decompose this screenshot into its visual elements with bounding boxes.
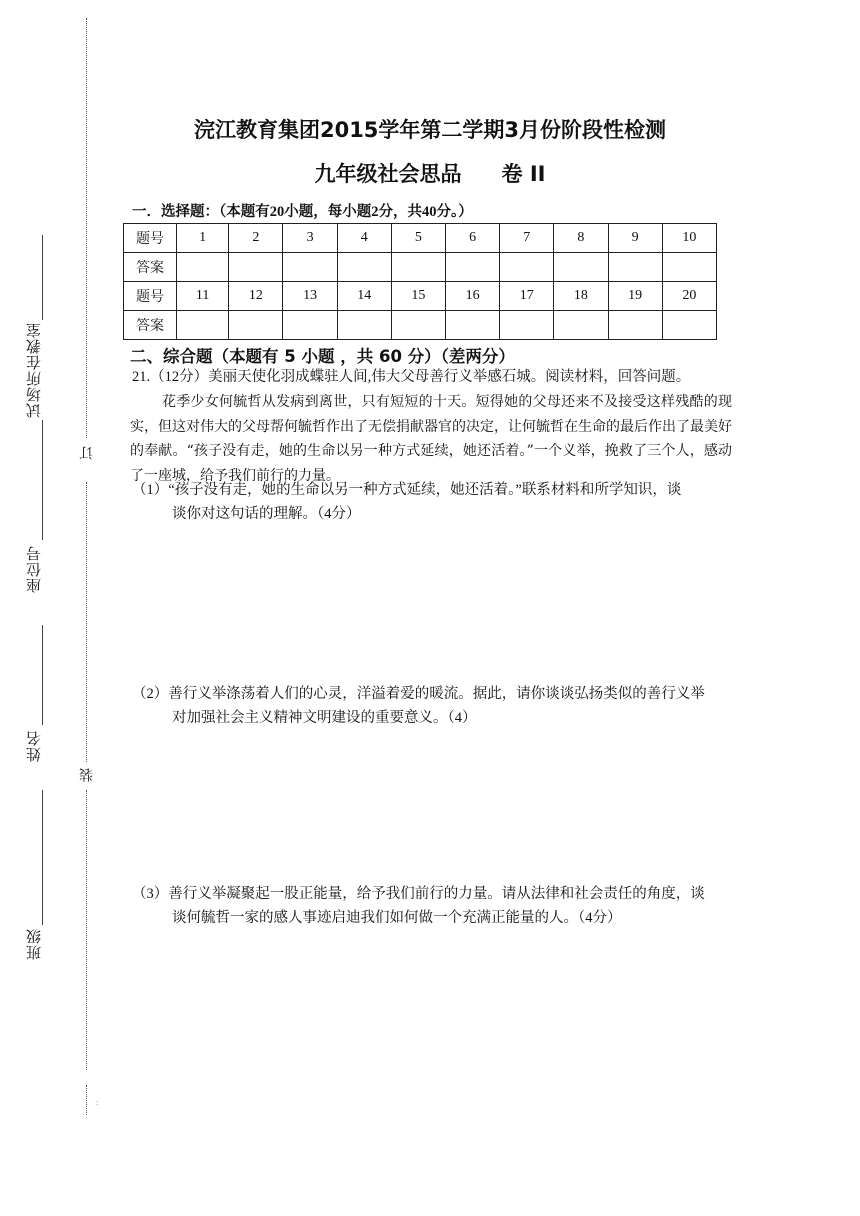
sub-question-2-line1: （2）善行义举涤荡着人们的心灵，洋溢着爱的暖流。据此，请你谈谈弘扬类似的善行义举: [132, 686, 705, 702]
sub-question-3-line2: 谈何毓哲一家的感人事迹启迪我们如何做一个充满正能量的人。（4分）: [172, 910, 622, 926]
answer-cell[interactable]: [283, 311, 337, 340]
question-number: 6: [446, 224, 500, 253]
reading-material: [130, 390, 732, 488]
row-label-answer: 答案: [124, 311, 177, 340]
question-number: 9: [608, 224, 662, 253]
section2-heading: 二、综合题（本题有 5 小题 ，共 60 分）（差两分）: [130, 347, 515, 366]
sub-question-3-line1: （3）善行义举凝聚起一股正能量，给予我们前行的力量。请从法律和社会责任的角度，谈: [132, 886, 705, 902]
sub-question-2-line2: 对加强社会主义精神文明建设的重要意义。（4）: [172, 710, 477, 726]
question-number: 10: [662, 224, 716, 253]
name-line: [42, 625, 43, 725]
binding-dotted-line-top: [86, 18, 87, 438]
answer-cell[interactable]: [177, 253, 229, 282]
subject-label: 九年级社会思品: [314, 162, 462, 186]
answer-cell[interactable]: [229, 311, 283, 340]
class-label: 班级: [27, 928, 43, 960]
question-number: 1: [177, 224, 229, 253]
exam-room-label: 试场所在教室: [27, 322, 43, 418]
table-row-answers-2: [124, 311, 717, 340]
answer-cell[interactable]: [662, 311, 716, 340]
row-label-answer: 答案: [124, 253, 177, 282]
question-number: 15: [391, 282, 445, 311]
question-number: 14: [337, 282, 391, 311]
answer-cell[interactable]: [391, 253, 445, 282]
footer-mark: :: [96, 1098, 99, 1107]
row-label-number: 题号: [124, 224, 177, 253]
sub-question-1-line2: 谈你对这句话的理解。（4分）: [172, 506, 361, 522]
question-21-intro: 21.（12分）美丽天使化羽成蝶驻人间,伟大父母善行义举感石城。阅读材料，回答问题。: [132, 369, 691, 385]
question-number: 4: [337, 224, 391, 253]
question-number: 17: [500, 282, 554, 311]
question-number: 18: [554, 282, 608, 311]
binding-dotted-line-end: [86, 1085, 87, 1115]
answer-cell[interactable]: [662, 253, 716, 282]
answer-cell[interactable]: [446, 311, 500, 340]
sub-question-2: [132, 682, 732, 730]
answer-cell[interactable]: [554, 253, 608, 282]
answer-cell[interactable]: [229, 253, 283, 282]
material-paragraph: 花季少女何毓哲从发病到离世，只有短短的十天。短得她的父母还来不及接受这样残酷的现实，但这对伟大的父母帮何毓哲作出了无偿捐献器官的决定，让何毓哲在生命的最后作出了最美好的奉献。“孩子没有走，她的生命以另一种方式延续，她还活着。”一个义举，挽救了三个人，感动了一座城，给予我们前行的力量。: [130, 394, 732, 484]
answer-cell[interactable]: [554, 311, 608, 340]
binding-dotted-line-mid: [86, 482, 87, 762]
name-label: 姓名: [27, 730, 43, 762]
binding-dotted-line-bottom: [86, 790, 87, 1070]
paper-label: 卷 II: [501, 162, 546, 186]
class-line: [42, 790, 43, 925]
sub-question-3: [132, 882, 732, 930]
seat-label: 座位号: [27, 545, 43, 593]
question-number: 12: [229, 282, 283, 311]
question-number: 2: [229, 224, 283, 253]
section1-heading: 一．选择题：（本题有20小题，每小题2分，共40分。）: [132, 204, 473, 220]
question-number: 8: [554, 224, 608, 253]
exam-subtitle: [0, 158, 860, 188]
binding-mark-ding: 订: [78, 444, 98, 462]
exam-room-line: [42, 235, 43, 320]
answer-cell[interactable]: [391, 311, 445, 340]
table-row-answers-1: [124, 253, 717, 282]
answer-cell[interactable]: [337, 311, 391, 340]
question-number: 16: [446, 282, 500, 311]
answer-cell[interactable]: [608, 253, 662, 282]
question-number: 5: [391, 224, 445, 253]
seat-line: [42, 420, 43, 540]
sub-question-1: [132, 478, 732, 526]
answer-cell[interactable]: [446, 253, 500, 282]
sub-question-1-line1: （1）“孩子没有走，她的生命以另一种方式延续，她还活着。”联系材料和所学知识，谈: [132, 482, 682, 498]
exam-title: 浣江教育集团2015学年第二学期3月份阶段性检测: [193, 118, 667, 142]
question-number: 3: [283, 224, 337, 253]
question-number: 19: [608, 282, 662, 311]
row-label-number: 题号: [124, 282, 177, 311]
answer-cell[interactable]: [177, 311, 229, 340]
question-number: 7: [500, 224, 554, 253]
question-number: 13: [283, 282, 337, 311]
binding-mark-zhuang: 装: [78, 766, 98, 784]
table-row-numbers-1: [124, 224, 717, 253]
question-number: 11: [177, 282, 229, 311]
answer-table: [123, 223, 717, 340]
answer-cell[interactable]: [500, 253, 554, 282]
table-row-numbers-2: [124, 282, 717, 311]
answer-cell[interactable]: [337, 253, 391, 282]
answer-cell[interactable]: [283, 253, 337, 282]
question-number: 20: [662, 282, 716, 311]
answer-cell[interactable]: [608, 311, 662, 340]
answer-cell[interactable]: [500, 311, 554, 340]
